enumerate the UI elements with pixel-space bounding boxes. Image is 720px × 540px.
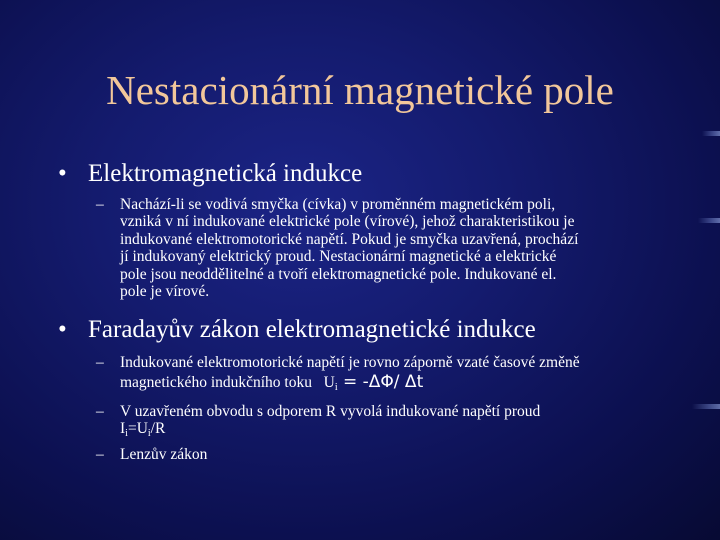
bullet-text: Elektromagnetická indukce (88, 160, 363, 187)
text-line: pole jsou neoddělitelné a tvoří elektromagnetické pole. Indukované el. (120, 265, 557, 283)
slide-title: Nestacionární magnetické pole (106, 67, 614, 113)
decorative-bar (698, 218, 720, 223)
bullet-icon: • (58, 316, 67, 343)
formula-subscript: i (147, 428, 151, 440)
decorative-bar (692, 404, 720, 409)
sub-item-text (120, 196, 686, 300)
formula-symbol: U (323, 374, 335, 392)
dash-icon: – (96, 354, 104, 371)
dash-icon: – (96, 403, 104, 420)
bullet-icon: • (58, 160, 67, 187)
sub-item-text (120, 446, 686, 463)
formula-symbol: =U (127, 420, 148, 438)
sub-item-text (120, 403, 686, 438)
sub-item (96, 403, 686, 438)
formula (323, 372, 424, 394)
dash-icon: – (96, 446, 104, 463)
sub-item (96, 354, 686, 392)
text-line: vzniká v ní indukované elektrické pole (vírové), jehož charakteristikou je (120, 213, 575, 231)
text-line: Nachází-li se vodivá smyčka (cívka) v proměnném magnetickém poli, (120, 196, 556, 213)
decorative-bar (702, 131, 720, 136)
text-line: Lenzův zákon (120, 446, 208, 463)
text-line: jí indukovaný elektrický proud. Nestacionární magnetické a elektrické (120, 248, 557, 266)
sub-item (96, 196, 686, 300)
sub-item-text (120, 354, 686, 392)
text-line (120, 420, 686, 440)
formula-subscript: i (334, 382, 338, 394)
formula-symbol: I (120, 420, 126, 438)
formula-expression: = -ΔΦ/ Δt (337, 372, 424, 393)
sub-item (96, 446, 686, 463)
dash-icon: – (96, 196, 104, 213)
text-line: Indukované elektromotorické napětí je rovno záporně vzaté časové změně (120, 354, 580, 371)
text-segment: magnetického indukčního toku (120, 374, 312, 392)
formula-symbol: /R (150, 420, 166, 438)
formula-subscript: i (125, 428, 128, 440)
text-line: V uzavřeném obvodu s odporem R vyvolá indukované napětí proud (120, 403, 541, 420)
text-line: indukované elektromotorické napětí. Pokud je smyčka uzavřená, prochází (120, 230, 579, 248)
bullet-text: Faradayův zákon elektromagnetické indukce (88, 316, 536, 343)
text-line (120, 372, 686, 394)
text-line: pole je vírové. (120, 283, 210, 301)
